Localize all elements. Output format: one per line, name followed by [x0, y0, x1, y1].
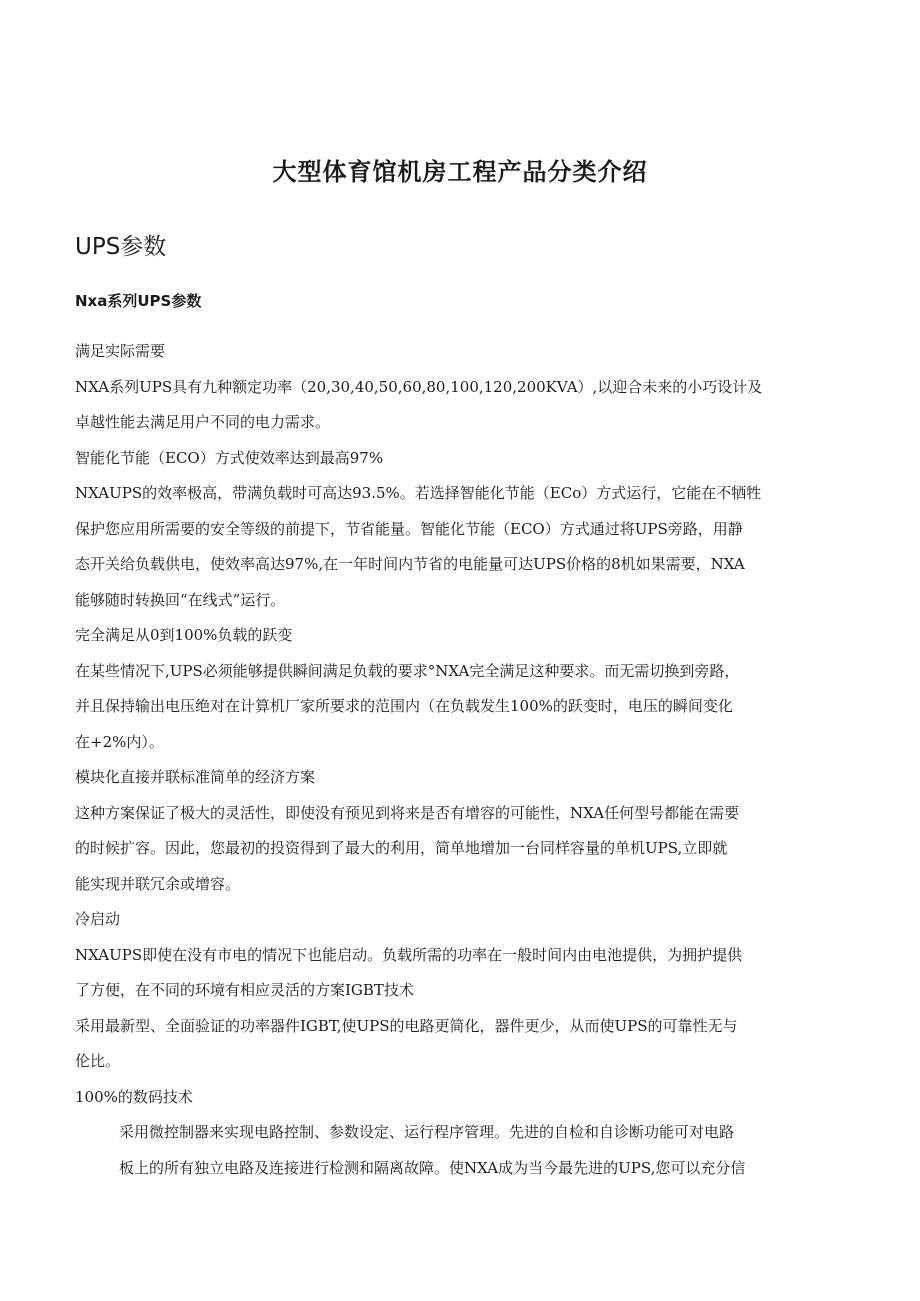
text-line: 并且保持输出电压绝对在计算机厂家所要求的范围内（在负载发生100%的跃变时，电压的瞬间变化: [75, 697, 733, 715]
text-line: NXAUPS的效率极高，带满负载时可高达93.5%。若选择智能化节能（ECo）方式运行，它能在不牺牲: [75, 484, 762, 502]
text-line: 模块化直接并联标准简单的经济方案: [75, 768, 316, 786]
text-line: 卓越性能去满足用户不同的电力需求。: [75, 413, 331, 431]
text-line: 板上的所有独立电路及连接进行检测和隔离故障。使NXA成为当今最先进的UPS,您可以充分信: [119, 1158, 746, 1177]
text-line: 100%的数码技术: [75, 1087, 193, 1106]
text-line: 满足实际需要: [75, 342, 166, 360]
text-line: 伦比。: [75, 1052, 121, 1070]
text-line: 的时候扩容。因此，您最初的投资得到了最大的利用，简单地增加一台同样容量的单机UPS,立即就: [75, 839, 728, 857]
text-line: 冷启动: [75, 910, 121, 928]
text-line: NXA系列UPS具有九种额定功率（20,30,40,50,60,80,100,120,200KVA）,以迎合未来的小巧设计及: [75, 377, 763, 396]
text-line: 完全满足从0到100%负载的跃变: [75, 626, 293, 644]
text-line: 在某些情况下,UPS必须能够提供瞬间满足负载的要求°NXA完全满足这种要求。而无需切换到旁路，: [75, 661, 740, 680]
text-line: 能够随时转换回“在线式”运行。: [75, 590, 286, 609]
text-line: 保护您应用所需要的安全等级的前提下，节省能量。智能化节能（ECO）方式通过将UPS旁路，用静: [75, 519, 743, 538]
section-heading: UPS参数: [75, 234, 167, 260]
text-line: 能实现并联冗余或增容。: [75, 874, 241, 893]
text-line: 采用微控制器来实现电路控制、参数设定、运行程序管理。先进的自检和自诊断功能可对电路: [119, 1123, 735, 1141]
text-line: 了方便，在不同的环境有相应灵活的方案IGBT技术: [75, 981, 414, 999]
body-text: [75, 334, 830, 1186]
subsection-heading: Nxa系列UPS参数: [75, 292, 202, 310]
text-line: NXAUPS即使在没有市电的情况下也能启动。负载所需的功率在一般时间内由电池提供，为拥护提供: [75, 945, 743, 964]
text-line: 态开关给负载供电，使效率高达97%,在一年时间内节省的电能量可达UPS价格的8机如果需要，NXA: [75, 555, 745, 573]
text-line: 采用最新型、全面验证的功率器件IGBT,使UPS的电路更简化，器件更少，从而使UPS的可靠性无与: [75, 1016, 738, 1035]
text-line: 这种方案保证了极大的灵活性，即使没有预见到将来是否有增容的可能性，NXA任何型号都能在需要: [75, 803, 740, 822]
text-line: 在+2%内）。: [75, 732, 164, 751]
text-line: 智能化节能（ECO）方式使效率达到最高97%: [75, 448, 384, 467]
document-title: 大型体育馆机房工程产品分类介绍: [272, 158, 648, 186]
